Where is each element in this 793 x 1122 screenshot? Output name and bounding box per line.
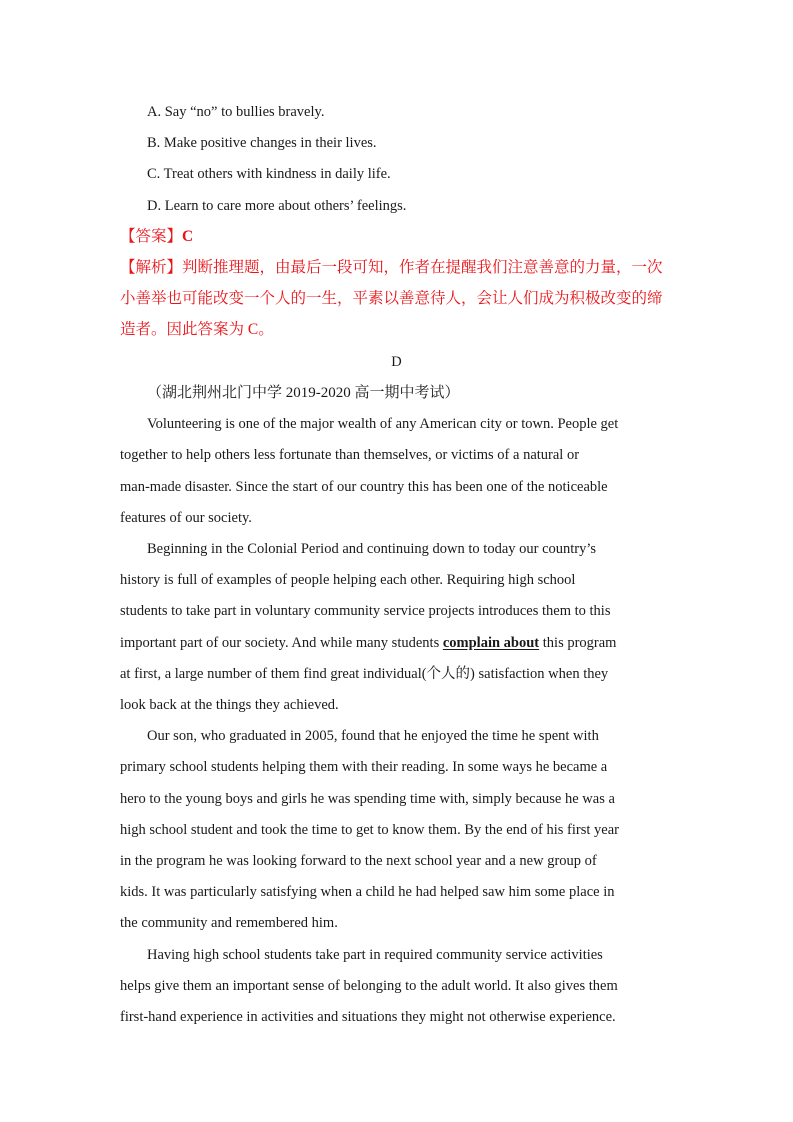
- p2-line-6: look back at the things they achieved.: [120, 697, 339, 713]
- option-b: B. Make positive changes in their lives.: [147, 135, 377, 151]
- answer-value: C: [182, 228, 194, 245]
- answer-line: [120, 227, 675, 247]
- p3-line-7: the community and remembered him.: [120, 915, 338, 931]
- p4-line-2: helps give them an important sense of belonging to the adult world. It also gives them: [120, 978, 618, 994]
- option-a: A. Say “no” to bullies bravely.: [147, 104, 325, 120]
- p3-line-1: Our son, who graduated in 2005, found that he enjoyed the time he spent with: [147, 728, 599, 744]
- option-c: C. Treat others with kindness in daily life.: [147, 166, 391, 182]
- p1-line-1: Volunteering is one of the major wealth of any American city or town. People get: [147, 416, 619, 432]
- p1-line-2: together to help others less fortunate than themselves, or victims of a natural or: [120, 447, 580, 463]
- p2-line-5: at first, a large number of them find great individual(个人的) satisfaction when they: [120, 666, 609, 682]
- p2-line-4-after: this program: [539, 635, 617, 651]
- analysis-line-3: 造者。因此答案为 C。: [120, 321, 274, 338]
- analysis-line-2: 小善举也可能改变一个人的一生，平素以善意待人，会让人们成为积极改变的缔: [120, 290, 663, 307]
- answer-label: 【答案】: [120, 228, 183, 245]
- p3-line-5: in the program he was looking forward to the next school year and a new group of: [120, 853, 597, 869]
- underlined-phrase: complain about: [442, 635, 540, 651]
- option-d: D. Learn to care more about others’ feelings.: [147, 198, 407, 214]
- p3-line-2: primary school students helping them with their reading. In some ways he became a: [120, 759, 608, 775]
- p3-line-3: hero to the young boys and girls he was spending time with, simply because he was a: [120, 791, 615, 807]
- analysis-line-1: [120, 258, 675, 278]
- p4-line-3: first-hand experience in activities and situations they might not otherwise experience.: [120, 1009, 616, 1025]
- p4-line-1: Having high school students take part in required community service activities: [147, 947, 603, 963]
- p2-line-2: history is full of examples of people helping each other. Requiring high school: [120, 572, 576, 588]
- p2-line-1: Beginning in the Colonial Period and continuing down to today our country’s: [147, 541, 597, 557]
- p1-line-4: features of our society.: [120, 510, 252, 526]
- p1-line-3: man-made disaster. Since the start of our country this has been one of the noticeable: [120, 479, 608, 495]
- section-source: （湖北荆州北门中学 2019-2020 高一期中考试）: [147, 385, 460, 401]
- p2-line-3: students to take part in voluntary community service projects introduces them to this: [120, 603, 611, 619]
- p3-line-4: high school student and took the time to get to know them. By the end of his first year: [120, 822, 619, 838]
- p3-line-6: kids. It was particularly satisfying when a child he had helped saw him some place in: [120, 884, 615, 900]
- analysis-label: 【解析】: [120, 259, 183, 276]
- p2-line-4-before: important part of our society. And while many students: [120, 635, 443, 651]
- p2-line-4: [120, 633, 675, 653]
- analysis-text-1: 判断推理题，由最后一段可知，作者在提醒我们注意善意的力量，一次: [182, 259, 663, 276]
- section-letter: D: [391, 354, 402, 370]
